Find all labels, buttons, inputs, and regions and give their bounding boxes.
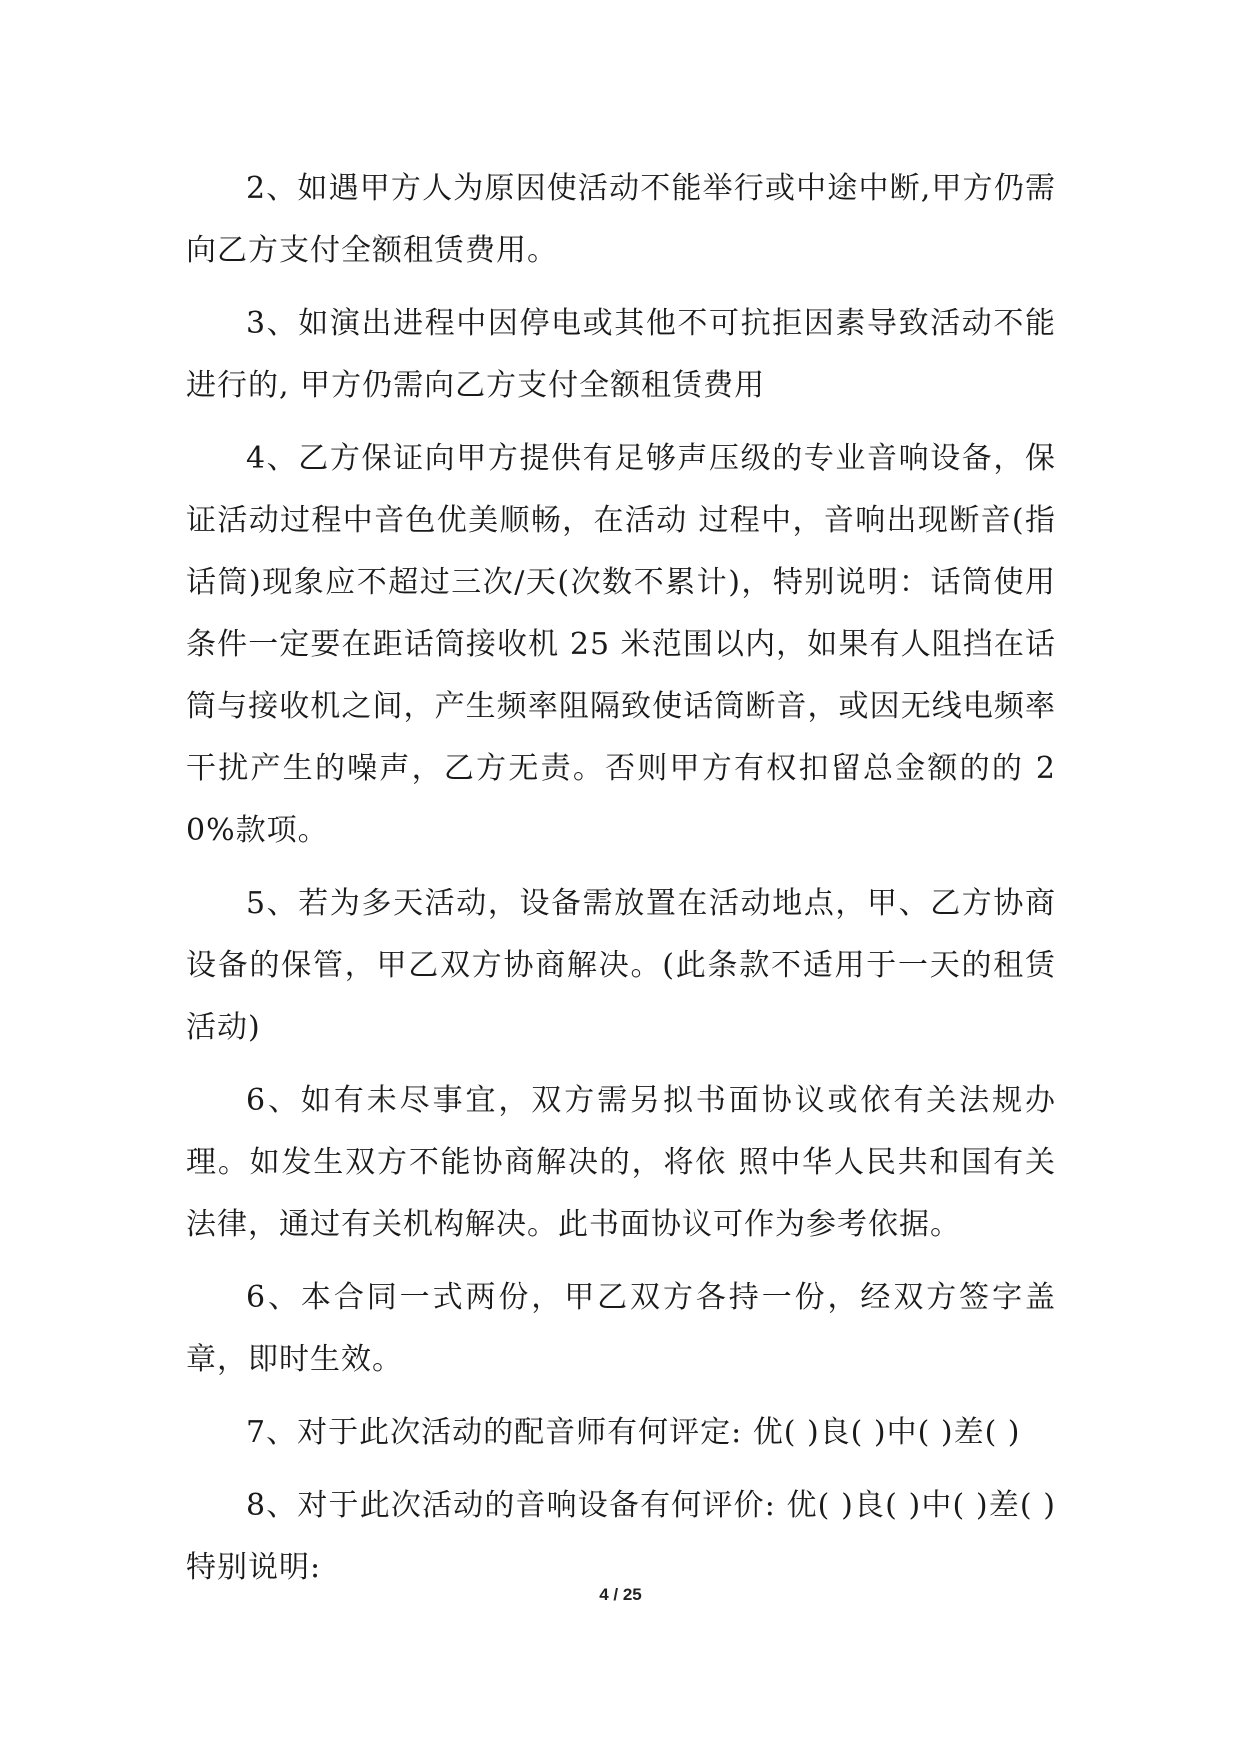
clause-6b-paragraph: 6、本合同一式两份，甲乙双方各持一份，经双方签字盖章，即时生效。	[186, 1280, 1056, 1377]
clause-5-paragraph: 5、若为多天活动，设备需放置在活动地点，甲、乙方协商设备的保管，甲乙双方协商解决。(此条款不适用于一天的租赁活动)	[186, 886, 1056, 1045]
clause-7-paragraph: 7、对于此次活动的配音师有何评定: 优( )良( )中( )差( )	[246, 1415, 1021, 1450]
clause-6-paragraph: 6、如有未尽事宜，双方需另拟书面协议或依有关法规办理。如发生双方不能协商解决的，将依 照中华人民共和国有关法律，通过有关机构解决。此书面协议可作为参考依据。	[186, 1083, 1056, 1242]
clause-4-paragraph: 4、乙方保证向甲方提供有足够声压级的专业音响设备，保证活动过程中音色优美顺畅，在活动 过程中，音响出现断音(指话筒)现象应不超过三次/天(次数不累计)，特别说明：话筒使用条件一定要在距话筒接收机 25 米范围以内，如果有人阻挡在话筒与接收机之间，产生频率阻隔致使话筒断音，或因无线电频率干扰产生的噪声，乙方无责。否则甲方有权扣留总金额的的 20%款项。	[186, 441, 1056, 848]
clause-3-paragraph: 3、如演出进程中因停电或其他不可抗拒因素导致活动不能进行的, 甲方仍需向乙方支付全额租赁费用	[186, 306, 1056, 403]
clause-2-paragraph: 2、如遇甲方人为原因使活动不能举行或中途中断,甲方仍需向乙方支付全额租赁费用。	[186, 171, 1056, 268]
document-body	[186, 158, 1056, 1599]
page-number: 4 / 25	[599, 1585, 642, 1604]
clause-8-paragraph: 8、对于此次活动的音响设备有何评价: 优( )良( )中( )差( ) 特别说明:	[186, 1488, 1056, 1585]
